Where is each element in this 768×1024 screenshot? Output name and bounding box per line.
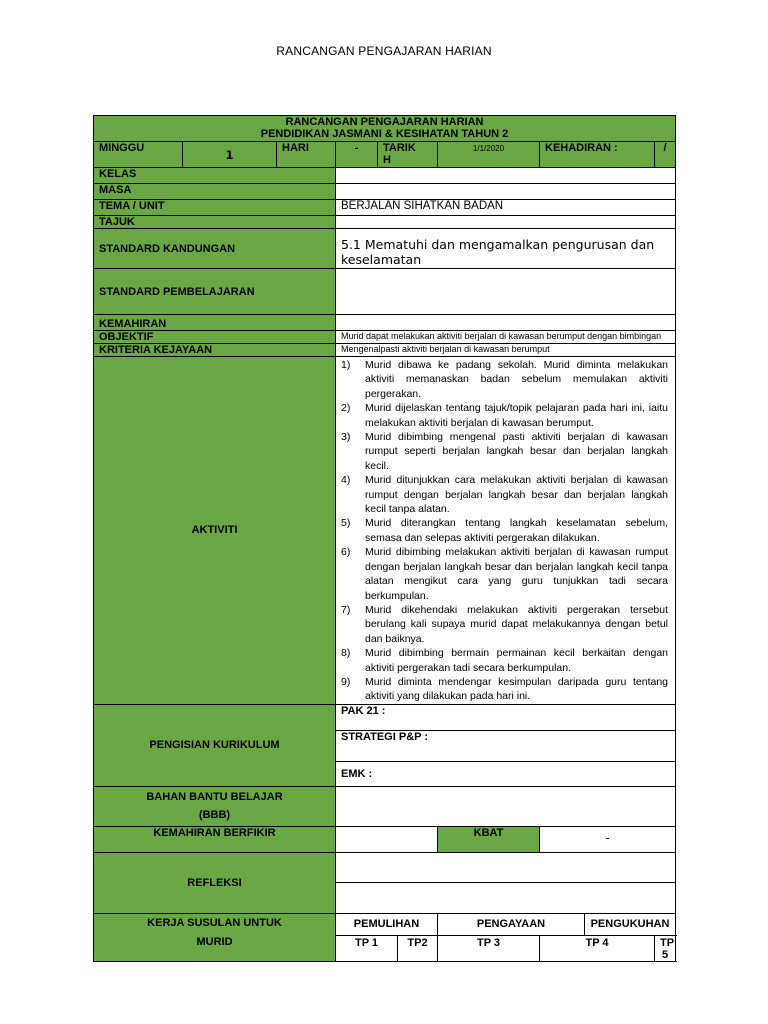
table-header [94,116,676,142]
activity-text: Murid dibimbing melakukan aktiviti berjalan di kawasan rumput dengan berjalan langkah besar dan berjalan langkah kecil tanpa alatan mengikut cara yang guru tunjukkan tadi secara berkumpulan. [365,546,669,602]
activity-number: 5) [341,517,351,530]
minggu-label: MINGGU [94,142,183,168]
bbb-label-line-2: (BBB) [198,809,231,822]
kehadiran-label: KEHADIRAN : [540,142,655,168]
masa-value [336,184,676,200]
activity-number: 6) [341,546,351,559]
aktiviti-label: AKTIVITI [94,357,336,705]
tarikh-value: 1/1/2020 [438,142,540,168]
kriteria-kejayaan-value: Mengenalpasti aktiviti berjalan di kawasan berumput [336,344,676,357]
kerja-susulan-line-1: KERJA SUSULAN UNTUK [147,916,282,929]
activity-text: Murid dikehendaki melakukan aktiviti pergerakan tersebut berulang kali supaya murid dapat melakukannya dengan betul dan baiknya. [365,603,669,645]
activity-number: 9) [341,675,351,688]
activity-item [341,358,668,401]
kbat-value: - [540,826,676,852]
pemulihan-header: PEMULIHAN [336,913,438,935]
kemahiran-berfikir-label: KEMAHIRAN BERFIKIR [94,826,336,852]
activity-text: Murid dibimbing bermain permainan kecil berkaitan dengan aktiviti pergerakan tadi secara berkumpulan. [365,647,669,674]
activity-item [341,430,668,473]
info-row [94,142,676,168]
kbat-label: KBAT [438,826,540,852]
activity-text: Murid dijelaskan tentang tajuk/topik pelajaran pada hari ini, iaitu melakukan aktiviti berjalan di kawasan berumput. [365,402,669,429]
activity-text: Murid diterangkan tentang langkah keselamatan sebelum, semasa dan selepas aktiviti pergerakan dilakukan. [365,517,669,544]
tp1-cell: TP 1 [336,935,398,961]
refleksi-label: REFLEKSI [94,852,336,913]
activity-item [341,401,668,430]
aktiviti-content [336,357,676,705]
tarikh-label [378,142,438,168]
document-title: RANCANGAN PENGAJARAN HARIAN [276,44,492,58]
activity-number: 1) [341,359,351,371]
activity-item [341,603,668,646]
kehadiran-value: / [655,142,676,168]
objektif-label: OBJEKTIF [94,331,336,344]
tajuk-label: TAJUK [94,216,336,229]
bbb-label [94,786,336,826]
standard-kandungan-value: 5.1 Mematuhi dan mengamalkan pengurusan dan keselamatan [336,229,676,269]
kelas-value [336,168,676,184]
kemahiran-label: KEMAHIRAN [94,315,336,331]
activity-text: Murid dibimbing mengenal pasti aktiviti berjalan di kawasan rumput seperti berjalan langkah besar dan berjalan langkah kecil. [365,431,669,472]
activity-item [341,473,668,516]
refleksi-line-1 [336,852,676,882]
table-header-row [94,116,676,142]
standard-kandungan-label: STANDARD KANDUNGAN [94,229,336,269]
tp5-cell: TP 5 [655,935,676,961]
activity-item [341,675,668,704]
kemahiran-value [336,315,676,331]
lesson-plan-table [93,115,676,962]
kelas-label: KELAS [94,168,336,184]
pengisian-kurikulum-label: PENGISIAN KURIKULUM [94,704,336,786]
activity-number: 2) [341,402,351,415]
tajuk-value [336,216,676,229]
kriteria-kejayaan-label: KRITERIA KEJAYAAN [94,344,336,357]
tarikh-label-line-1: TARIK [383,142,416,154]
tp4-cell: TP 4 [540,935,655,961]
tp3-cell: TP 3 [438,935,540,961]
pengukuhan-header: PENGUKUHAN [585,913,676,935]
objektif-value: Murid dapat melakukan aktiviti berjalan di kawasan berumput dengan bimbingan [336,331,676,344]
tarikh-label-line-2: H [383,154,391,166]
activity-number: 4) [341,474,351,487]
emk-field: EMK : [336,761,676,786]
standard-pembelajaran-value [336,269,676,315]
header-line-2: PENDIDIKAN JASMANI & KESIHATAN TAHUN 2 [260,128,509,140]
activity-number: 7) [341,603,351,616]
strategi-field: STRATEGI P&P : [336,730,676,761]
hari-value: - [336,142,378,168]
kemahiran-berfikir-value [336,826,438,852]
activity-item [341,646,668,675]
bbb-value [336,786,676,826]
masa-label: MASA [94,184,336,200]
tp2-cell: TP2 [398,935,438,961]
kerja-susulan-label [94,913,336,961]
activity-text: Murid ditunjukkan cara melakukan aktiviti berjalan di kawasan rumput dengan berjalan langkah besar dan berjalan langkah kecil tanpa alatan. [365,474,669,516]
bbb-label-line-1: BAHAN BANTU BELAJAR [146,791,283,804]
minggu-value: 1 [183,142,277,168]
activity-text: Murid dibawa ke padang sekolah. Murid diminta melakukan aktiviti memanaskan badan sebelum memulakan aktiviti pergerakan. [365,359,669,400]
activity-number: 8) [341,647,351,660]
pak21-field: PAK 21 : [336,704,676,730]
activity-list [341,358,668,704]
activity-number: 3) [341,431,351,444]
kerja-susulan-line-2: MURID [196,935,233,948]
activity-item [341,545,668,603]
header-line-1: RANCANGAN PENGAJARAN HARIAN [285,116,484,128]
pengayaan-header: PENGAYAAN [438,913,585,935]
standard-pembelajaran-label: STANDARD PEMBELAJARAN [94,269,336,315]
refleksi-line-2 [336,882,676,913]
hari-label: HARI [277,142,336,168]
activity-text: Murid diminta mendengar kesimpulan daripada guru tentang aktiviti yang dilakukan pada hari ini. [365,675,669,703]
activity-item [341,516,668,545]
tema-label: TEMA / UNIT [94,200,336,216]
tema-value: BERJALAN SIHATKAN BADAN [336,200,676,216]
